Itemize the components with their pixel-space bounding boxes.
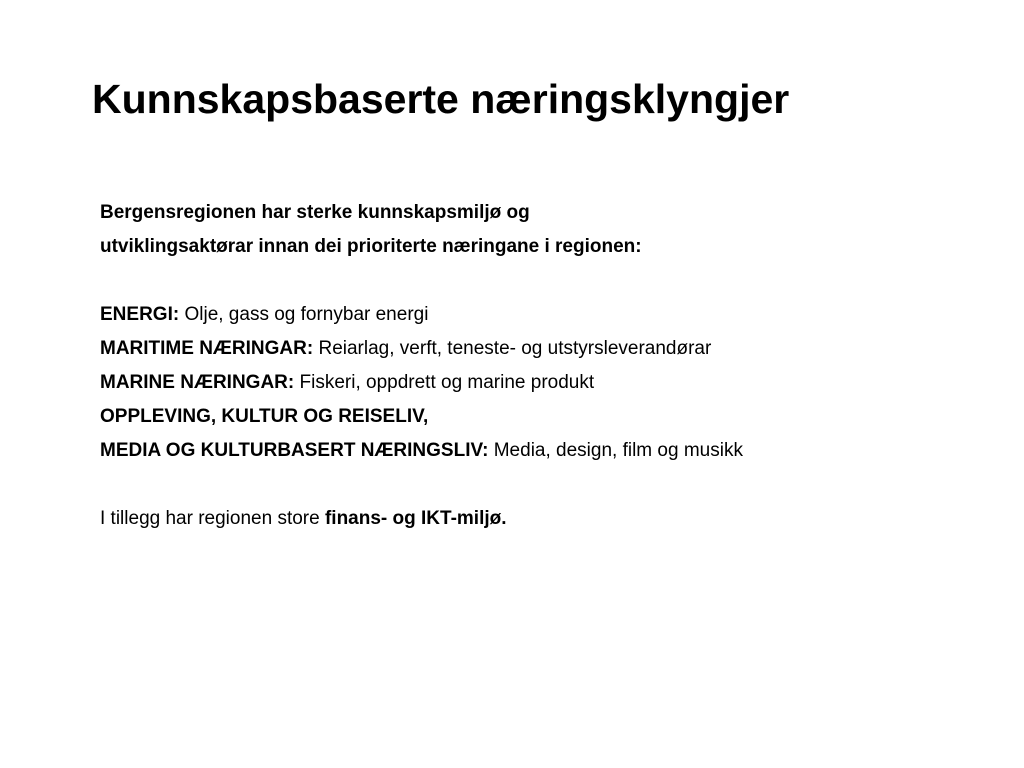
sector-label: ENERGI: xyxy=(100,304,180,325)
sector-label: MEDIA OG KULTURBASERT NÆRINGSLIV: xyxy=(100,440,489,461)
intro-line-2: utviklingsaktørar innan dei prioriterte næringane i regionen: xyxy=(100,236,642,257)
sector-label: MARINE NÆRINGAR: xyxy=(100,372,295,393)
spacer xyxy=(100,468,980,502)
sector-text: Media, design, film og musikk xyxy=(488,440,743,461)
sector-text: Reiarlag, verft, teneste- og utstyrsleverandørar xyxy=(313,338,712,359)
footer-line xyxy=(100,502,980,536)
sector-text: Fiskeri, oppdrett og marine produkt xyxy=(294,372,595,393)
intro-line-1: Bergensregionen har sterke kunnskapsmiljø og xyxy=(100,202,530,223)
sector-energy xyxy=(100,298,980,332)
footer-prefix: I tillegg har regionen store xyxy=(100,508,325,529)
sector-marine xyxy=(100,366,980,400)
sector-label: OPPLEVING, KULTUR OG REISELIV, xyxy=(100,406,429,427)
sector-maritime xyxy=(100,332,980,366)
slide-body xyxy=(100,196,980,536)
footer-emphasis: finans- og IKT-miljø. xyxy=(324,508,507,529)
slide-title: Kunnskapsbaserte næringsklyngjer xyxy=(92,76,790,122)
sector-label: MARITIME NÆRINGAR: xyxy=(100,338,314,359)
sector-text: Olje, gass og fornybar energi xyxy=(179,304,429,325)
sector-media xyxy=(100,434,980,468)
sector-experience xyxy=(100,400,980,434)
spacer xyxy=(100,264,980,298)
